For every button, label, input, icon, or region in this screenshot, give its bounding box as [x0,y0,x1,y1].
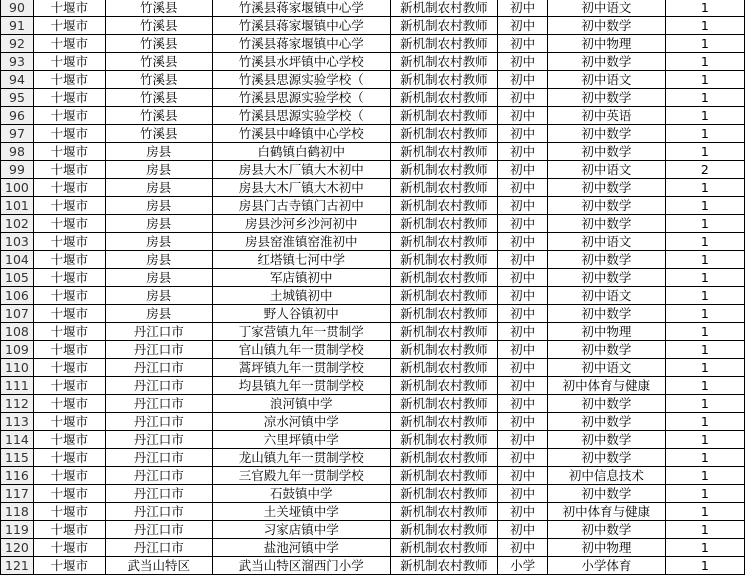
count-cell[interactable]: 1 [665,71,744,89]
table-row [1,467,745,485]
county-cell[interactable]: 房县 [105,179,213,197]
position-type-cell[interactable]: 新机制农村教师 [390,413,498,431]
county-cell[interactable]: 竹溪县 [105,89,213,107]
level-cell[interactable]: 初中 [498,143,548,161]
position-type-cell[interactable]: 新机制农村教师 [390,287,498,305]
table-row [1,341,745,359]
county-cell[interactable]: 竹溪县 [105,125,213,143]
school-cell[interactable]: 房县门古寺镇门古初中 [213,197,390,215]
position-type-cell[interactable]: 新机制农村教师 [390,143,498,161]
school-cell[interactable]: 竹溪县蒋家堰镇中心学 [213,17,390,35]
school-cell[interactable]: 红塔镇七河中学 [213,251,390,269]
school-cell[interactable]: 武当山特区溜西门小学 [213,557,390,575]
count-cell[interactable]: 1 [665,431,744,449]
subject-cell[interactable]: 初中物理 [548,539,666,557]
table-row [1,107,745,125]
county-cell[interactable]: 房县 [105,233,213,251]
count-cell[interactable]: 1 [665,305,744,323]
school-cell[interactable]: 竹溪县水坪镇中心学校 [213,53,390,71]
county-cell[interactable]: 丹江口市 [105,485,213,503]
table-row [1,251,745,269]
row-number[interactable]: 103 [1,233,34,251]
row-number[interactable]: 108 [1,323,34,341]
row-number[interactable]: 113 [1,413,34,431]
table-row [1,17,745,35]
count-cell[interactable]: 1 [665,197,744,215]
county-cell[interactable]: 丹江口市 [105,413,213,431]
city-cell[interactable]: 十堰市 [33,215,105,233]
city-cell[interactable]: 十堰市 [33,323,105,341]
count-cell[interactable]: 1 [665,53,744,71]
county-cell[interactable]: 竹溪县 [105,71,213,89]
county-cell[interactable]: 竹溪县 [105,107,213,125]
position-type-cell[interactable]: 新机制农村教师 [390,503,498,521]
school-cell[interactable]: 房县大木厂镇大木初中 [213,161,390,179]
subject-cell[interactable]: 初中数学 [548,449,666,467]
level-cell[interactable]: 初中 [498,233,548,251]
row-number[interactable]: 102 [1,215,34,233]
count-cell[interactable]: 1 [665,395,744,413]
county-cell[interactable]: 丹江口市 [105,395,213,413]
count-cell[interactable]: 1 [665,125,744,143]
school-cell[interactable]: 土关垭镇中学 [213,503,390,521]
count-cell[interactable]: 1 [665,449,744,467]
level-cell[interactable]: 初中 [498,161,548,179]
city-cell[interactable]: 十堰市 [33,413,105,431]
county-cell[interactable]: 丹江口市 [105,449,213,467]
city-cell[interactable]: 十堰市 [33,467,105,485]
count-cell[interactable]: 1 [665,359,744,377]
city-cell[interactable]: 十堰市 [33,395,105,413]
position-type-cell[interactable]: 新机制农村教师 [390,197,498,215]
school-cell[interactable]: 三官殿九年一贯制学校 [213,467,390,485]
row-number[interactable]: 95 [1,89,34,107]
level-cell[interactable]: 初中 [498,89,548,107]
table-row [1,557,745,575]
school-cell[interactable]: 习家店镇中学 [213,521,390,539]
county-cell[interactable]: 丹江口市 [105,341,213,359]
city-cell[interactable]: 十堰市 [33,0,105,17]
county-cell[interactable]: 丹江口市 [105,431,213,449]
school-cell[interactable]: 土城镇初中 [213,287,390,305]
subject-cell[interactable]: 初中数学 [548,143,666,161]
school-cell[interactable]: 官山镇九年一贯制学校 [213,341,390,359]
city-cell[interactable]: 十堰市 [33,251,105,269]
subject-cell[interactable]: 初中数学 [548,269,666,287]
position-type-cell[interactable]: 新机制农村教师 [390,341,498,359]
school-cell[interactable]: 竹溪县思源实验学校（ [213,71,390,89]
row-number[interactable]: 100 [1,179,34,197]
row-number[interactable]: 91 [1,17,34,35]
level-cell[interactable]: 初中 [498,539,548,557]
county-cell[interactable]: 房县 [105,305,213,323]
table-row [1,395,745,413]
subject-cell[interactable]: 初中语文 [548,161,666,179]
school-cell[interactable]: 丁家营镇九年一贯制学 [213,323,390,341]
city-cell[interactable]: 十堰市 [33,125,105,143]
table-row [1,377,745,395]
level-cell[interactable]: 初中 [498,17,548,35]
county-cell[interactable]: 房县 [105,269,213,287]
count-cell[interactable]: 1 [665,35,744,53]
position-type-cell[interactable]: 新机制农村教师 [390,557,498,575]
city-cell[interactable]: 十堰市 [33,359,105,377]
row-number[interactable]: 92 [1,35,34,53]
table-row [1,287,745,305]
city-cell[interactable]: 十堰市 [33,341,105,359]
school-cell[interactable]: 盐池河镇中学 [213,539,390,557]
level-cell[interactable]: 初中 [498,35,548,53]
subject-cell[interactable]: 初中数学 [548,251,666,269]
table-row [1,359,745,377]
table-row [1,233,745,251]
position-type-cell[interactable]: 新机制农村教师 [390,179,498,197]
school-cell[interactable]: 竹溪县中峰镇中心学校 [213,125,390,143]
position-type-cell[interactable]: 新机制农村教师 [390,53,498,71]
school-cell[interactable]: 凉水河镇中学 [213,413,390,431]
count-cell[interactable]: 1 [665,413,744,431]
position-type-cell[interactable]: 新机制农村教师 [390,0,498,17]
school-cell[interactable]: 蒿坪镇九年一贯制学校 [213,359,390,377]
row-number[interactable]: 120 [1,539,34,557]
row-number[interactable]: 119 [1,521,34,539]
subject-cell[interactable]: 初中数学 [548,53,666,71]
level-cell[interactable]: 初中 [498,53,548,71]
city-cell[interactable]: 十堰市 [33,503,105,521]
count-cell[interactable]: 1 [665,17,744,35]
count-cell[interactable]: 1 [665,467,744,485]
table-row [1,125,745,143]
position-type-cell[interactable]: 新机制农村教师 [390,269,498,287]
table-row [1,53,745,71]
row-number[interactable]: 117 [1,485,34,503]
school-cell[interactable]: 石鼓镇中学 [213,485,390,503]
city-cell[interactable]: 十堰市 [33,539,105,557]
subject-cell[interactable]: 初中信息技术 [548,467,666,485]
count-cell[interactable]: 1 [665,503,744,521]
row-number[interactable]: 111 [1,377,34,395]
school-cell[interactable]: 白鹤镇白鹤初中 [213,143,390,161]
subject-cell[interactable]: 初中数学 [548,17,666,35]
table-row [1,521,745,539]
table-row [1,449,745,467]
subject-cell[interactable]: 初中物理 [548,35,666,53]
position-type-cell[interactable]: 新机制农村教师 [390,359,498,377]
county-cell[interactable]: 丹江口市 [105,539,213,557]
county-cell[interactable]: 丹江口市 [105,359,213,377]
count-cell[interactable]: 1 [665,179,744,197]
level-cell[interactable]: 初中 [498,71,548,89]
school-cell[interactable]: 房县窑淮镇窑淮初中 [213,233,390,251]
position-type-cell[interactable]: 新机制农村教师 [390,467,498,485]
level-cell[interactable]: 初中 [498,485,548,503]
row-number[interactable]: 105 [1,269,34,287]
position-type-cell[interactable]: 新机制农村教师 [390,485,498,503]
school-cell[interactable]: 房县大木厂镇大木初中 [213,179,390,197]
county-cell[interactable]: 竹溪县 [105,0,213,17]
school-cell[interactable]: 军店镇初中 [213,269,390,287]
level-cell[interactable]: 初中 [498,125,548,143]
position-type-cell[interactable]: 新机制农村教师 [390,125,498,143]
level-cell[interactable]: 初中 [498,215,548,233]
count-cell[interactable]: 1 [665,143,744,161]
table-row [1,143,745,161]
level-cell[interactable]: 初中 [498,521,548,539]
county-cell[interactable]: 竹溪县 [105,53,213,71]
level-cell[interactable]: 初中 [498,431,548,449]
county-cell[interactable]: 房县 [105,197,213,215]
county-cell[interactable]: 丹江口市 [105,467,213,485]
row-number[interactable]: 97 [1,125,34,143]
row-number[interactable]: 98 [1,143,34,161]
subject-cell[interactable]: 初中数学 [548,431,666,449]
count-cell[interactable]: 1 [665,107,744,125]
row-number[interactable]: 93 [1,53,34,71]
row-number[interactable]: 118 [1,503,34,521]
city-cell[interactable]: 十堰市 [33,377,105,395]
table-row [1,539,745,557]
table-row [1,413,745,431]
table-row [1,269,745,287]
city-cell[interactable]: 十堰市 [33,143,105,161]
subject-cell[interactable]: 初中语文 [548,287,666,305]
subject-cell[interactable]: 初中英语 [548,107,666,125]
table-row [1,431,745,449]
level-cell[interactable]: 初中 [498,341,548,359]
table-row [1,485,745,503]
school-cell[interactable]: 均县镇九年一贯制学校 [213,377,390,395]
subject-cell[interactable]: 初中语文 [548,71,666,89]
position-type-cell[interactable]: 新机制农村教师 [390,71,498,89]
county-cell[interactable]: 房县 [105,161,213,179]
row-number[interactable]: 99 [1,161,34,179]
count-cell[interactable]: 1 [665,521,744,539]
city-cell[interactable]: 十堰市 [33,431,105,449]
table-row [1,0,745,17]
table-row [1,161,745,179]
subject-cell[interactable]: 初中数学 [548,305,666,323]
level-cell[interactable]: 初中 [498,287,548,305]
city-cell[interactable]: 十堰市 [33,287,105,305]
count-cell[interactable]: 1 [665,233,744,251]
table-row [1,305,745,323]
table-row [1,89,745,107]
city-cell[interactable]: 十堰市 [33,269,105,287]
count-cell[interactable]: 1 [665,0,744,17]
position-type-cell[interactable]: 新机制农村教师 [390,521,498,539]
row-number[interactable]: 115 [1,449,34,467]
subject-cell[interactable]: 初中数学 [548,341,666,359]
city-cell[interactable]: 十堰市 [33,557,105,575]
row-number[interactable]: 96 [1,107,34,125]
level-cell[interactable]: 初中 [498,395,548,413]
table-row [1,71,745,89]
city-cell[interactable]: 十堰市 [33,179,105,197]
school-cell[interactable]: 竹溪县蒋家堰镇中心学 [213,0,390,17]
count-cell[interactable]: 1 [665,215,744,233]
row-number[interactable]: 107 [1,305,34,323]
subject-cell[interactable]: 初中数学 [548,395,666,413]
level-cell[interactable]: 初中 [498,323,548,341]
subject-cell[interactable]: 初中语文 [548,359,666,377]
subject-cell[interactable]: 初中数学 [548,413,666,431]
subject-cell[interactable]: 初中数学 [548,125,666,143]
city-cell[interactable]: 十堰市 [33,233,105,251]
city-cell[interactable]: 十堰市 [33,485,105,503]
city-cell[interactable]: 十堰市 [33,449,105,467]
city-cell[interactable]: 十堰市 [33,521,105,539]
level-cell[interactable]: 初中 [498,197,548,215]
position-type-cell[interactable]: 新机制农村教师 [390,251,498,269]
table-row [1,215,745,233]
subject-cell[interactable]: 初中数学 [548,179,666,197]
row-number[interactable]: 112 [1,395,34,413]
county-cell[interactable]: 丹江口市 [105,377,213,395]
row-number[interactable]: 121 [1,557,34,575]
county-cell[interactable]: 房县 [105,287,213,305]
row-number[interactable]: 101 [1,197,34,215]
position-type-cell[interactable]: 新机制农村教师 [390,233,498,251]
level-cell[interactable]: 初中 [498,269,548,287]
row-number[interactable]: 110 [1,359,34,377]
county-cell[interactable]: 武当山特区 [105,557,213,575]
count-cell[interactable]: 1 [665,89,744,107]
position-type-cell[interactable]: 新机制农村教师 [390,89,498,107]
row-number[interactable]: 109 [1,341,34,359]
county-cell[interactable]: 房县 [105,215,213,233]
city-cell[interactable]: 十堰市 [33,197,105,215]
count-cell[interactable]: 1 [665,269,744,287]
school-cell[interactable]: 竹溪县蒋家堰镇中心学 [213,35,390,53]
position-type-cell[interactable]: 新机制农村教师 [390,431,498,449]
level-cell[interactable]: 小学 [498,557,548,575]
school-cell[interactable]: 龙山镇九年一贯制学校 [213,449,390,467]
position-type-cell[interactable]: 新机制农村教师 [390,161,498,179]
school-cell[interactable]: 房县沙河乡沙河初中 [213,215,390,233]
level-cell[interactable]: 初中 [498,467,548,485]
school-cell[interactable]: 浪河镇中学 [213,395,390,413]
row-number[interactable]: 90 [1,0,34,17]
table-row [1,197,745,215]
count-cell[interactable]: 1 [665,341,744,359]
county-cell[interactable]: 丹江口市 [105,521,213,539]
level-cell[interactable]: 初中 [498,179,548,197]
row-number[interactable]: 104 [1,251,34,269]
table-row [1,323,745,341]
county-cell[interactable]: 丹江口市 [105,503,213,521]
level-cell[interactable]: 初中 [498,251,548,269]
level-cell[interactable]: 初中 [498,359,548,377]
position-type-cell[interactable]: 新机制农村教师 [390,539,498,557]
county-cell[interactable]: 房县 [105,143,213,161]
level-cell[interactable]: 初中 [498,503,548,521]
position-type-cell[interactable]: 新机制农村教师 [390,377,498,395]
county-cell[interactable]: 竹溪县 [105,17,213,35]
subject-cell[interactable]: 初中语文 [548,0,666,17]
level-cell[interactable]: 初中 [498,107,548,125]
position-type-cell[interactable]: 新机制农村教师 [390,323,498,341]
subject-cell[interactable]: 初中体育与健康 [548,503,666,521]
position-type-cell[interactable]: 新机制农村教师 [390,17,498,35]
table-row [1,35,745,53]
level-cell[interactable]: 初中 [498,0,548,17]
subject-cell[interactable]: 初中数学 [548,485,666,503]
count-cell[interactable]: 1 [665,539,744,557]
table-row [1,179,745,197]
position-type-cell[interactable]: 新机制农村教师 [390,215,498,233]
city-cell[interactable]: 十堰市 [33,89,105,107]
city-cell[interactable]: 十堰市 [33,53,105,71]
level-cell[interactable]: 初中 [498,305,548,323]
city-cell[interactable]: 十堰市 [33,17,105,35]
row-number[interactable]: 116 [1,467,34,485]
row-number[interactable]: 94 [1,71,34,89]
county-cell[interactable]: 房县 [105,251,213,269]
position-type-cell[interactable]: 新机制农村教师 [390,35,498,53]
school-cell[interactable]: 六里坪镇中学 [213,431,390,449]
county-cell[interactable]: 竹溪县 [105,35,213,53]
level-cell[interactable]: 初中 [498,377,548,395]
subject-cell[interactable]: 初中物理 [548,323,666,341]
level-cell[interactable]: 初中 [498,413,548,431]
count-cell[interactable]: 1 [665,485,744,503]
count-cell[interactable]: 2 [665,161,744,179]
city-cell[interactable]: 十堰市 [33,305,105,323]
table-row [1,503,745,521]
level-cell[interactable]: 初中 [498,449,548,467]
city-cell[interactable]: 十堰市 [33,107,105,125]
row-number[interactable]: 114 [1,431,34,449]
subject-cell[interactable]: 初中数学 [548,521,666,539]
table-body [1,0,745,575]
count-cell[interactable]: 1 [665,557,744,575]
subject-cell[interactable]: 初中语文 [548,233,666,251]
school-cell[interactable]: 野人谷镇初中 [213,305,390,323]
school-cell[interactable]: 竹溪县思源实验学校（ [213,107,390,125]
count-cell[interactable]: 1 [665,251,744,269]
position-type-cell[interactable]: 新机制农村教师 [390,107,498,125]
count-cell[interactable]: 1 [665,377,744,395]
position-type-cell[interactable]: 新机制农村教师 [390,305,498,323]
subject-cell[interactable]: 初中数学 [548,215,666,233]
subject-cell[interactable]: 小学体育 [548,557,666,575]
subject-cell[interactable]: 初中体育与健康 [548,377,666,395]
county-cell[interactable]: 丹江口市 [105,323,213,341]
city-cell[interactable]: 十堰市 [33,161,105,179]
subject-cell[interactable]: 初中数学 [548,89,666,107]
city-cell[interactable]: 十堰市 [33,71,105,89]
position-type-cell[interactable]: 新机制农村教师 [390,395,498,413]
count-cell[interactable]: 1 [665,287,744,305]
subject-cell[interactable]: 初中数学 [548,197,666,215]
position-type-cell[interactable]: 新机制农村教师 [390,449,498,467]
count-cell[interactable]: 1 [665,323,744,341]
school-cell[interactable]: 竹溪县思源实验学校（ [213,89,390,107]
city-cell[interactable]: 十堰市 [33,35,105,53]
row-number[interactable]: 106 [1,287,34,305]
